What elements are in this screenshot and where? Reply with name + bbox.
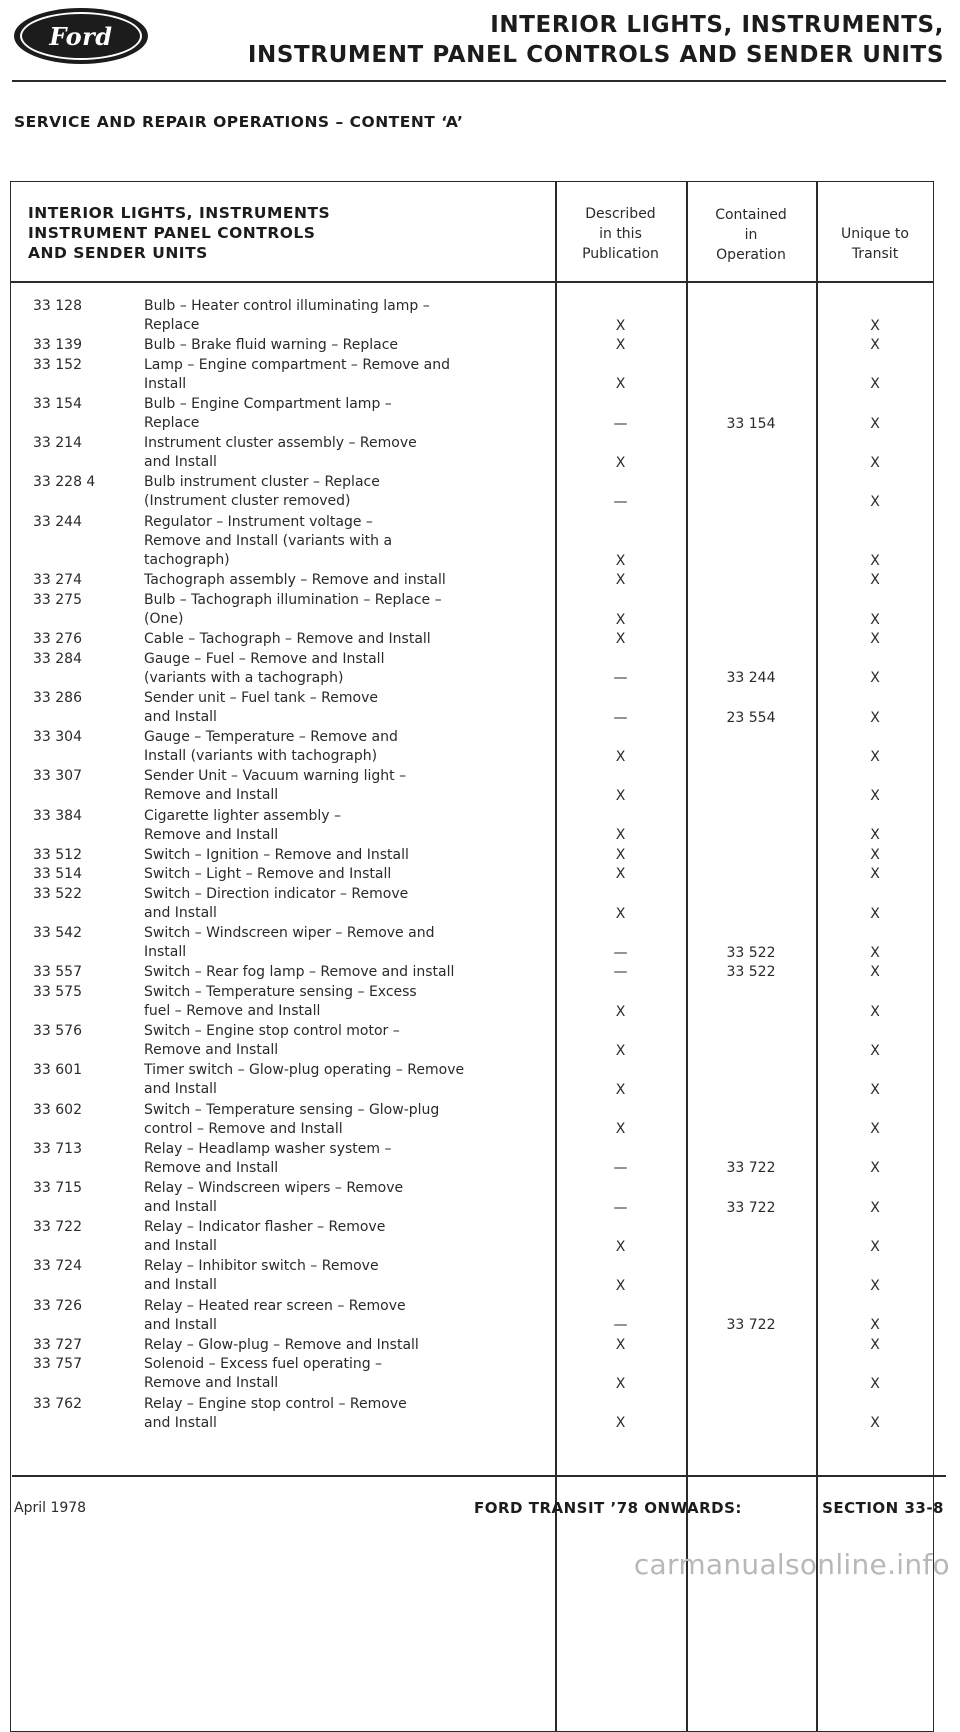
column-header-line: Unique to <box>841 226 909 242</box>
description-line: and Install <box>144 1277 217 1294</box>
column-header-line: Transit <box>851 246 899 262</box>
description-line: Install <box>144 944 187 961</box>
described-mark: X <box>615 905 626 922</box>
described-mark: X <box>615 1415 626 1432</box>
description-line: and Install <box>144 1081 217 1098</box>
footer-section: SECTION 33-8 <box>822 1499 944 1517</box>
operation-description <box>144 924 549 962</box>
operation-code: 33 274 <box>33 572 82 589</box>
operation-description <box>144 395 549 433</box>
column-header-line: Contained <box>715 207 787 223</box>
description-line: fuel – Remove and Install <box>144 1003 321 1019</box>
description-line: Remove and Install (variants with a <box>144 532 393 549</box>
description-line: Remove and Install <box>144 787 279 804</box>
operation-code: 33 762 <box>33 1395 82 1412</box>
column-header-line: Operation <box>716 247 786 263</box>
description-line: Replace <box>144 317 200 333</box>
unique-mark: X <box>870 1317 880 1334</box>
described-mark: X <box>615 1277 626 1294</box>
operation-description <box>144 689 549 727</box>
described-mark: X <box>615 866 626 883</box>
column-header-line: Publication <box>582 246 659 262</box>
unique-mark: X <box>870 1415 880 1432</box>
description-line: Relay – Windscreen wipers – Remove <box>144 1180 404 1196</box>
operation-description <box>144 336 549 355</box>
contained-operation: 23 554 <box>726 709 776 726</box>
footer-title: FORD TRANSIT ’78 ONWARDS: <box>474 1499 742 1517</box>
described-mark: — <box>613 944 628 961</box>
unique-mark: X <box>870 631 880 648</box>
described-mark: X <box>615 1238 626 1255</box>
operation-code: 33 713 <box>33 1140 82 1157</box>
contained-operation: 33 722 <box>726 1160 776 1177</box>
operation-description <box>144 1101 549 1139</box>
page-title <box>248 10 944 70</box>
description-line: and Install <box>144 1414 217 1431</box>
operation-description <box>144 1355 549 1393</box>
unique-mark: X <box>870 337 880 354</box>
operation-description <box>144 591 549 629</box>
operation-code: 33 214 <box>33 435 82 452</box>
operation-description <box>144 846 549 865</box>
unique-mark: X <box>870 1375 880 1392</box>
operation-code: 33 275 <box>33 592 82 608</box>
description-line: and Install <box>144 905 217 921</box>
description-line: Switch – Direction indicator – Remove <box>144 886 409 902</box>
described-mark: X <box>615 337 626 354</box>
operation-code: 33 542 <box>33 925 82 942</box>
description-line: and Install <box>144 709 217 725</box>
operation-code: 33 244 <box>33 513 82 530</box>
described-mark: X <box>615 787 626 804</box>
unique-mark: X <box>870 572 880 589</box>
description-line: Cable – Tachograph – Remove and Install <box>144 631 431 648</box>
operation-description <box>144 434 549 472</box>
description-line: Sender Unit – Vacuum warning light – <box>144 768 407 785</box>
operation-code: 33 304 <box>33 729 82 746</box>
description-line: Relay – Glow-plug – Remove and Install <box>144 1336 419 1353</box>
operation-description <box>144 1297 549 1335</box>
described-mark: X <box>615 317 626 334</box>
table-group-title-line: INSTRUMENT PANEL CONTROLS <box>28 224 316 242</box>
page-title-line-1: INTERIOR LIGHTS, INSTRUMENTS, <box>490 12 944 38</box>
description-line: (Instrument cluster removed) <box>144 493 351 510</box>
operation-code: 33 139 <box>33 337 82 354</box>
operation-description <box>144 1179 549 1217</box>
described-mark: — <box>613 670 628 687</box>
description-line: and Install <box>144 454 217 471</box>
unique-mark: X <box>870 748 880 765</box>
description-line: Bulb instrument cluster – Replace <box>144 474 380 491</box>
description-line: Timer switch – Glow-plug operating – Remove <box>144 1062 465 1079</box>
unique-mark: X <box>870 1277 880 1294</box>
operation-description <box>144 1061 549 1099</box>
contained-operation: 33 522 <box>726 944 776 961</box>
operation-description <box>144 297 549 335</box>
unique-mark: X <box>870 846 880 863</box>
operation-code: 33 601 <box>33 1062 82 1079</box>
operation-description <box>144 1257 549 1295</box>
description-line: (One) <box>144 611 184 627</box>
described-mark: X <box>615 827 626 844</box>
description-line: Instrument cluster assembly – Remove <box>144 435 417 452</box>
described-mark: X <box>615 611 626 628</box>
operation-description <box>144 807 549 845</box>
operation-code: 33 602 <box>33 1101 82 1118</box>
described-mark: — <box>613 1199 628 1216</box>
ford-logo-text: Ford <box>49 21 113 51</box>
description-line: Bulb – Heater control illuminating lamp – <box>144 298 430 314</box>
described-mark: — <box>613 493 628 510</box>
operation-code: 33 727 <box>33 1336 82 1353</box>
described-mark: X <box>615 376 626 393</box>
description-line: Install (variants with tachograph) <box>144 748 378 765</box>
description-line: Switch – Windscreen wiper – Remove and <box>144 925 435 942</box>
ford-logo-oval <box>20 12 142 60</box>
operation-code: 33 286 <box>33 690 82 706</box>
operation-description <box>144 1022 549 1060</box>
description-line: Gauge – Temperature – Remove and <box>144 729 398 746</box>
unique-mark: X <box>870 905 880 922</box>
description-line: Lamp – Engine compartment – Remove and <box>144 356 450 373</box>
operation-description <box>144 630 549 649</box>
description-line: Remove and Install <box>144 1375 279 1392</box>
contained-operation: 33 244 <box>726 670 776 687</box>
description-line: Relay – Headlamp washer system – <box>144 1140 392 1157</box>
described-mark: X <box>615 1121 626 1138</box>
unique-mark: X <box>870 415 880 432</box>
unique-mark: X <box>870 376 880 393</box>
unique-mark: X <box>870 493 880 510</box>
description-line: Remove and Install <box>144 1159 279 1176</box>
operation-code: 33 384 <box>33 807 82 824</box>
header-divider <box>12 80 946 82</box>
table-group-title-line: AND SENDER UNITS <box>28 244 208 262</box>
described-mark: X <box>615 552 626 569</box>
description-line: control – Remove and Install <box>144 1120 343 1137</box>
description-line: (variants with a tachograph) <box>144 669 344 686</box>
section-subheading: SERVICE AND REPAIR OPERATIONS – CONTENT ‘A’ <box>14 113 464 131</box>
column-header-contained <box>686 205 816 265</box>
operation-description <box>144 1218 549 1256</box>
described-mark: X <box>615 572 626 589</box>
described-mark: — <box>613 1160 628 1177</box>
unique-mark: X <box>870 1238 880 1255</box>
description-line: and Install <box>144 1316 217 1333</box>
description-line: Switch – Rear fog lamp – Remove and install <box>144 964 455 981</box>
described-mark: X <box>615 631 626 648</box>
unique-mark: X <box>870 552 880 569</box>
operation-code: 33 228 4 <box>33 474 96 491</box>
operation-code: 33 724 <box>33 1258 82 1275</box>
described-mark: — <box>613 415 628 432</box>
description-line: Cigarette lighter assembly – <box>144 807 342 824</box>
description-line: Bulb – Tachograph illumination – Replace – <box>144 592 442 608</box>
operation-code: 33 128 <box>33 298 82 314</box>
described-mark: X <box>615 1081 626 1098</box>
column-header-unique <box>816 224 934 264</box>
operation-code: 33 307 <box>33 768 82 785</box>
unique-mark: X <box>870 1081 880 1098</box>
description-line: and Install <box>144 1238 217 1255</box>
described-mark: X <box>615 1336 626 1353</box>
contained-operation: 33 154 <box>726 415 776 432</box>
unique-mark: X <box>870 944 880 961</box>
ford-logo <box>14 8 148 64</box>
operation-code: 33 726 <box>33 1297 82 1314</box>
unique-mark: X <box>870 709 880 726</box>
operation-description <box>144 1140 549 1178</box>
operation-description <box>144 650 549 688</box>
description-line: Relay – Engine stop control – Remove <box>144 1395 407 1412</box>
operation-code: 33 557 <box>33 964 82 981</box>
described-mark: X <box>615 454 626 471</box>
description-line: Switch – Temperature sensing – Excess <box>144 984 417 1000</box>
described-mark: X <box>615 1375 626 1392</box>
description-line: Replace <box>144 415 200 431</box>
described-mark: — <box>613 709 628 726</box>
column-header-described <box>555 204 686 264</box>
operation-code: 33 514 <box>33 866 82 883</box>
unique-mark: X <box>870 317 880 334</box>
operation-description <box>144 473 549 511</box>
unique-mark: X <box>870 1160 880 1177</box>
table-header-divider <box>10 281 934 283</box>
description-line: Install <box>144 375 187 392</box>
described-mark: X <box>615 846 626 863</box>
contained-operation: 33 722 <box>726 1317 776 1334</box>
described-mark: X <box>615 748 626 765</box>
description-line: tachograph) <box>144 551 230 568</box>
contained-operation: 33 722 <box>726 1199 776 1216</box>
description-line: Relay – Indicator flasher – Remove <box>144 1219 386 1236</box>
unique-mark: X <box>870 611 880 628</box>
description-line: Bulb – Engine Compartment lamp – <box>144 396 392 412</box>
description-line: Switch – Light – Remove and Install <box>144 866 392 883</box>
description-line: Remove and Install <box>144 1042 279 1059</box>
operation-code: 33 276 <box>33 631 82 648</box>
unique-mark: X <box>870 964 880 981</box>
operation-code: 33 512 <box>33 846 82 863</box>
column-header-line: in <box>744 227 758 243</box>
description-line: Solenoid – Excess fuel operating – <box>144 1356 383 1373</box>
description-line: Tachograph assembly – Remove and install <box>144 572 446 589</box>
operation-description <box>144 571 549 590</box>
operation-description <box>144 1336 549 1355</box>
description-line: Regulator – Instrument voltage – <box>144 513 373 530</box>
operation-description <box>144 513 549 570</box>
column-header-line: in this <box>599 226 642 242</box>
unique-mark: X <box>870 670 880 687</box>
description-line: Switch – Ignition – Remove and Install <box>144 846 409 863</box>
watermark: carmanualsonline.info <box>633 1548 950 1581</box>
described-mark: X <box>615 1003 626 1020</box>
operation-code: 33 575 <box>33 984 82 1000</box>
operation-description <box>144 1395 549 1433</box>
described-mark: X <box>615 1042 626 1059</box>
operation-description <box>144 356 549 394</box>
description-line: Switch – Temperature sensing – Glow-plug <box>144 1101 440 1118</box>
unique-mark: X <box>870 1003 880 1020</box>
operation-code: 33 152 <box>33 356 82 373</box>
operation-code: 33 715 <box>33 1180 82 1196</box>
operation-code: 33 154 <box>33 396 82 412</box>
operation-description <box>144 865 549 884</box>
description-line: Relay – Heated rear screen – Remove <box>144 1297 406 1314</box>
operation-description <box>144 983 549 1021</box>
unique-mark: X <box>870 1042 880 1059</box>
description-line: Relay – Inhibitor switch – Remove <box>144 1258 379 1275</box>
unique-mark: X <box>870 827 880 844</box>
contained-operation: 33 522 <box>726 964 776 981</box>
operation-code: 33 522 <box>33 886 82 902</box>
operation-code: 33 722 <box>33 1219 82 1236</box>
operation-description <box>144 767 549 805</box>
unique-mark: X <box>870 1199 880 1216</box>
description-line: Gauge – Fuel – Remove and Install <box>144 650 385 667</box>
description-line: Remove and Install <box>144 826 279 843</box>
page-title-line-2: INSTRUMENT PANEL CONTROLS AND SENDER UNITS <box>247 42 944 68</box>
operation-code: 33 757 <box>33 1356 82 1373</box>
described-mark: — <box>613 1317 628 1334</box>
unique-mark: X <box>870 1121 880 1138</box>
table-group-title <box>28 203 330 263</box>
description-line: Bulb – Brake fluid warning – Replace <box>144 337 399 354</box>
operation-code: 33 284 <box>33 650 82 667</box>
column-header-line: Described <box>585 206 656 222</box>
description-line: and Install <box>144 1199 217 1215</box>
operation-description <box>144 963 549 982</box>
operation-description <box>144 728 549 766</box>
unique-mark: X <box>870 1336 880 1353</box>
footer-divider <box>12 1475 946 1477</box>
description-line: Switch – Engine stop control motor – <box>144 1023 400 1040</box>
description-line: Sender unit – Fuel tank – Remove <box>144 690 378 706</box>
table-group-title-line: INTERIOR LIGHTS, INSTRUMENTS <box>28 204 331 222</box>
footer-date: April 1978 <box>14 1500 87 1516</box>
operation-description <box>144 885 549 923</box>
unique-mark: X <box>870 866 880 883</box>
described-mark: — <box>613 964 628 981</box>
operation-code: 33 576 <box>33 1023 82 1040</box>
unique-mark: X <box>870 787 880 804</box>
unique-mark: X <box>870 454 880 471</box>
